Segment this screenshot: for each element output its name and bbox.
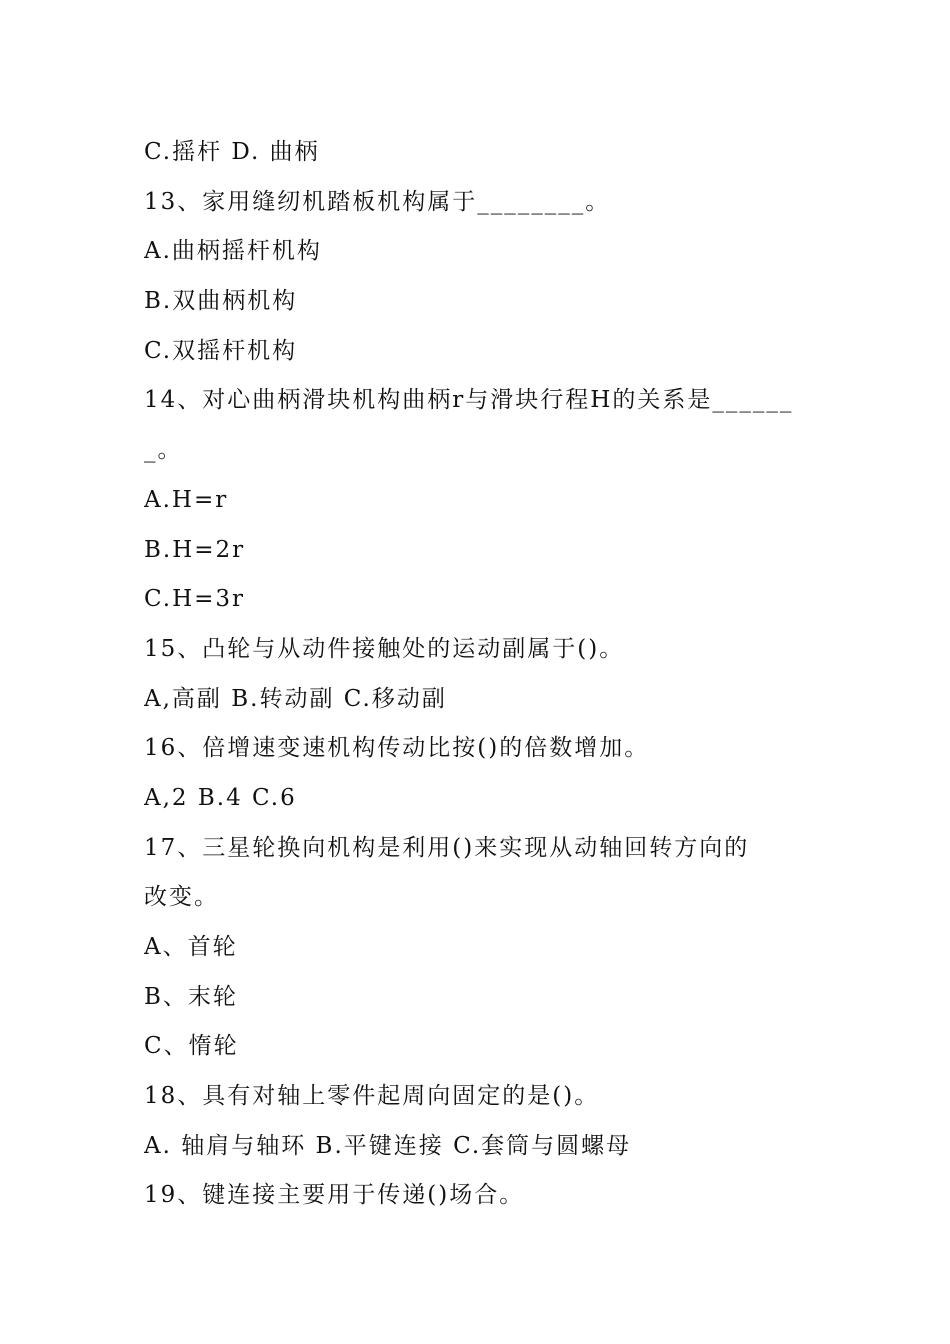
question-13-option-c: C.双摇杆机构	[144, 337, 298, 364]
question-16: 16、倍增速变速机构传动比按()的倍数增加。	[144, 735, 650, 762]
question-14-option-b: B.H=2r	[144, 536, 246, 563]
question-18: 18、具有对轴上零件起周向固定的是()。	[144, 1083, 600, 1110]
answer-options-line: C.摇杆 D. 曲柄	[144, 139, 320, 165]
question-13-option-a: A.曲柄摇杆机构	[144, 238, 322, 265]
question-18-options: A. 轴肩与轴环 B.平键连接 C.套筒与圆螺母	[144, 1132, 632, 1159]
question-17-continuation: 改变。	[144, 884, 219, 911]
document-body	[144, 136, 814, 1229]
question-17-option-b: B、末轮	[144, 983, 238, 1010]
question-16-options: A,2 B.4 C.6	[144, 784, 297, 811]
question-17: 17、三星轮换向机构是利用()来实现从动轴回转方向的	[144, 834, 750, 861]
question-17-option-c: C、惰轮	[144, 1033, 239, 1060]
question-19: 19、键连接主要用于传递()场合。	[144, 1182, 525, 1209]
question-14-option-c: C.H=3r	[144, 586, 246, 613]
question-14-continuation: _。	[144, 437, 183, 464]
question-13: 13、家用缝纫机踏板机构属于________。	[144, 188, 611, 215]
question-14-option-a: A.H=r	[144, 486, 229, 513]
question-15: 15、凸轮与从动件接触处的运动副属于()。	[144, 635, 625, 662]
question-15-options: A,高副 B.转动副 C.移动副	[144, 685, 447, 712]
question-17-option-a: A、首轮	[144, 934, 238, 960]
question-13-option-b: B.双曲柄机构	[144, 288, 298, 315]
question-14: 14、对心曲柄滑块机构曲柄r与滑块行程H的关系是______	[144, 387, 794, 414]
